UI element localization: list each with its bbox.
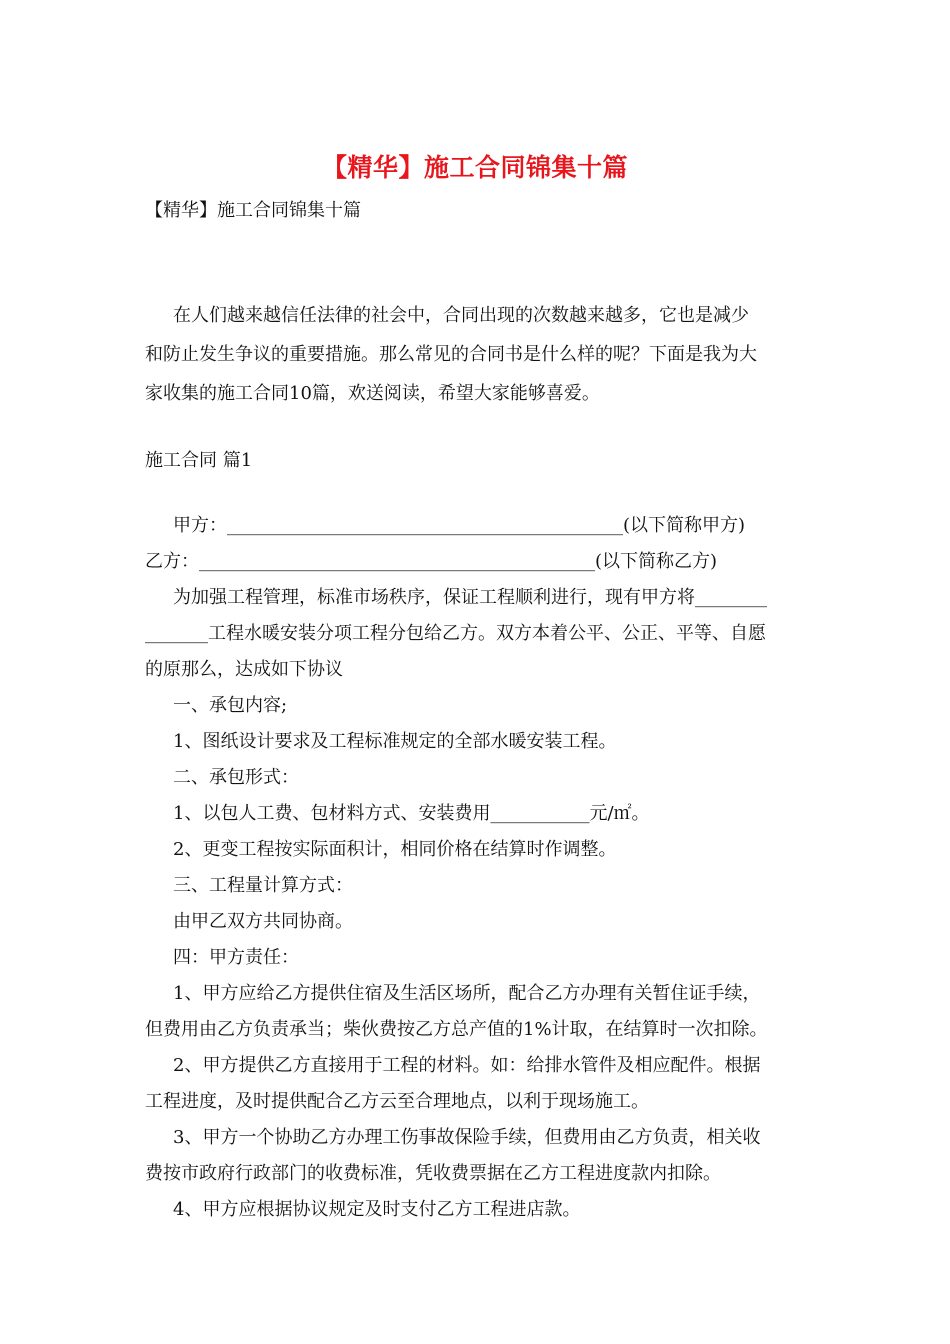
intro-line: 家收集的施工合同10篇，欢送阅读，希望大家能够喜爱。: [145, 383, 600, 404]
clause-item: 工程进度，及时提供配合乙方云至合理地点，以利于现场施工。: [145, 1091, 649, 1112]
contract-line: _______工程水暖安装分项工程分包给乙方。双方本着公平、公正、平等、自愿: [145, 623, 766, 644]
contract-line: 的原那么，达成如下协议: [145, 659, 343, 680]
clause-item: 1、图纸设计要求及工程标准规定的全部水暖安装工程。: [173, 731, 617, 752]
intro-line: 在人们越来越信任法律的社会中，合同出现的次数越来越多，它也是减少: [173, 305, 749, 326]
party-a-line: 甲方：____________________________________________(以下简称甲方): [173, 515, 746, 536]
party-b-line: 乙方：____________________________________________(以下简称乙方): [145, 551, 718, 572]
clause-item: 由甲乙双方共同协商。: [173, 911, 353, 932]
contract-line: 为加强工程管理，标准市场秩序，保证工程顺利进行，现有甲方将________: [173, 587, 767, 608]
clause-item: 3、甲方一个协助乙方办理工伤事故保险手续，但费用由乙方负责，相关收: [173, 1127, 761, 1148]
clause-item: 2、更变工程按实际面积计，相同价格在结算时作调整。: [173, 839, 617, 860]
intro-line: 和防止发生争议的重要措施。那么常见的合同书是什么样的呢？下面是我为大: [145, 344, 757, 365]
document-title: 【精华】施工合同锦集十篇: [321, 153, 628, 182]
intro-paragraph: [145, 296, 810, 413]
clause-item: 2、甲方提供乙方直接用于工程的材料。如：给排水管件及相应配件。根据: [173, 1055, 761, 1076]
clause-heading: 三、工程量计算方式：: [173, 875, 353, 896]
clause-heading: 一、承包内容;: [173, 695, 288, 716]
clause-item: 1、以包人工费、包材料方式、安装费用___________元/㎡。: [173, 803, 650, 824]
document-subtitle: 【精华】施工合同锦集十篇: [145, 200, 361, 221]
clause-heading: 二、承包形式：: [173, 767, 299, 788]
clause-item: 但费用由乙方负责承当；柴伙费按乙方总产值的1%计取，在结算时一次扣除。: [145, 1019, 768, 1040]
clause-item: 费按市政府行政部门的收费标准，凭收费票据在乙方工程进度款内扣除。: [145, 1163, 721, 1184]
section-heading: 施工合同 篇1: [145, 450, 253, 471]
contract-body: [145, 508, 810, 1228]
clause-heading: 四：甲方责任：: [173, 947, 299, 968]
clause-item: 4、甲方应根据协议规定及时支付乙方工程进店款。: [173, 1199, 581, 1220]
clause-item: 1、甲方应给乙方提供住宿及生活区场所，配合乙方办理有关暂住证手续，: [173, 983, 761, 1004]
